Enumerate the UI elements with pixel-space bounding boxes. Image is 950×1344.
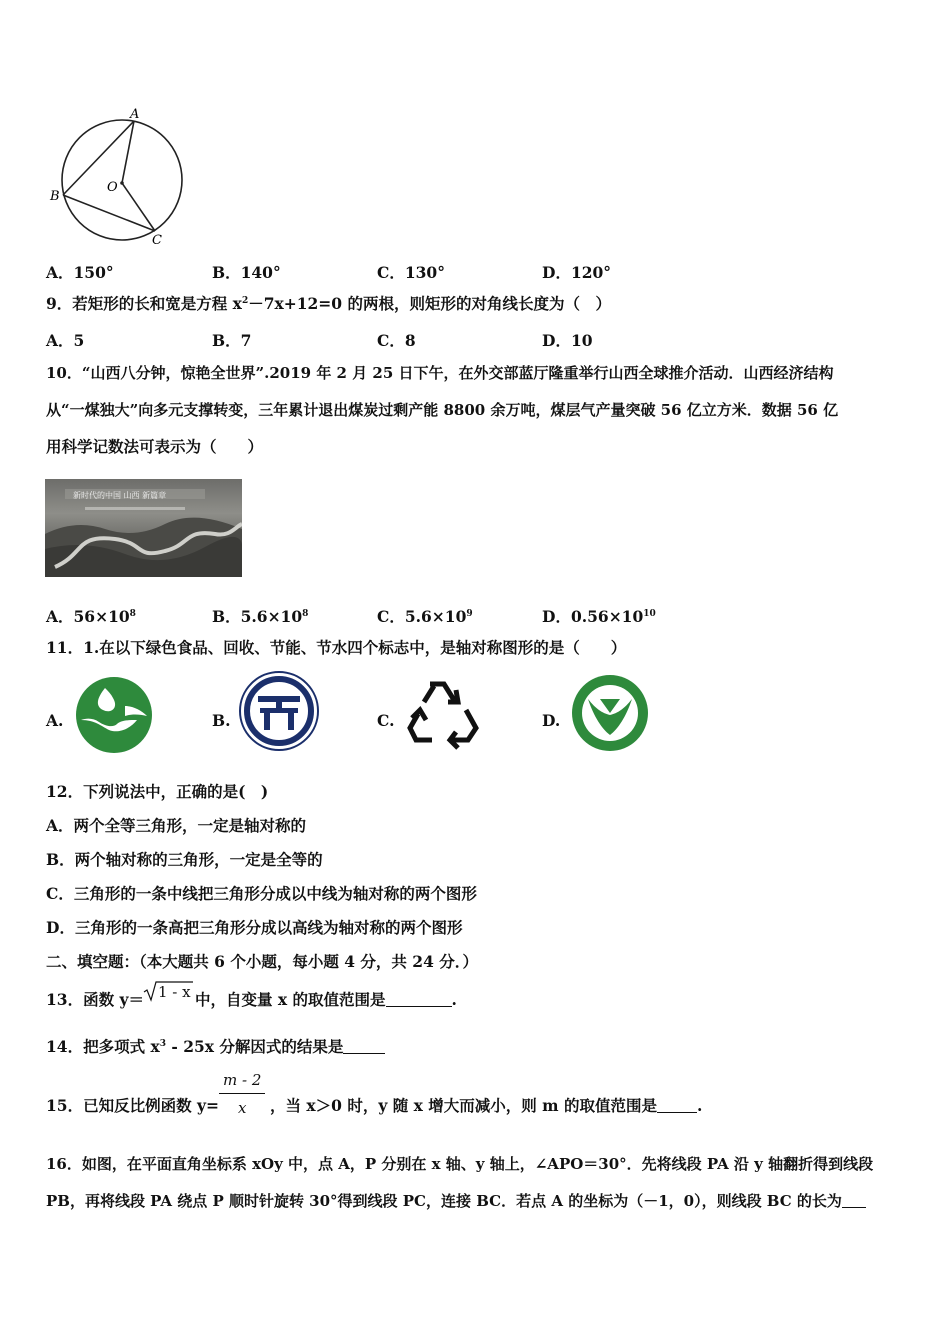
q8-option-a[interactable]: A．150° bbox=[46, 263, 114, 282]
q10-option-c[interactable] bbox=[377, 605, 473, 627]
q16-line-2-text: PB，再将线段 PA 绕点 P 顺时针旋转 30°得到线段 PC，连接 BC．若点 A 的坐标为（－1，0），则线段 BC 的长为 bbox=[46, 1192, 842, 1210]
q15-after bbox=[270, 1095, 702, 1117]
q11-label-c: C. bbox=[377, 711, 395, 730]
q11-label-d: D. bbox=[542, 711, 561, 730]
q13-before: 13．函数 y＝ bbox=[46, 990, 144, 1009]
q10-option-b[interactable] bbox=[212, 605, 308, 627]
q14-after: - 25x 分解因式的结果是 bbox=[165, 1037, 344, 1056]
q10-option-d-exp: 10 bbox=[643, 609, 656, 619]
q16-line-1: 16．如图，在平面直角坐标系 xOy 中，点 A，P 分别在 x 轴、y 轴上，∠APO＝30°．先将线段 PA 沿 y 轴翻折得到线段 bbox=[46, 1155, 874, 1173]
q8-option-c[interactable]: C．130° bbox=[377, 263, 445, 282]
q13-after-text: 中，自变量 x 的取值范围是 bbox=[195, 990, 386, 1009]
q14-before: 14．把多项式 x bbox=[46, 1037, 160, 1056]
q10-option-a-exp: 8 bbox=[129, 609, 136, 619]
q10-option-a-label: A．56×10 bbox=[46, 607, 130, 626]
q9-text-after: －7x+12=0 的两根，则矩形的对角线长度为（ ） bbox=[248, 294, 611, 313]
q8-option-d[interactable]: D．120° bbox=[542, 263, 612, 282]
q12-option-a[interactable]: A．两个全等三角形，一定是轴对称的 bbox=[46, 816, 307, 835]
q10-option-d[interactable] bbox=[542, 605, 656, 627]
q12-stem: 12．下列说法中，正确的是( ) bbox=[46, 782, 269, 801]
q10-photo-caption: 新时代的中国 山西 新篇章 bbox=[73, 491, 167, 500]
label-a: A bbox=[130, 107, 140, 122]
recycle-icon[interactable] bbox=[404, 676, 484, 752]
q9-text-before: 9．若矩形的长和宽是方程 x bbox=[46, 294, 242, 313]
q10-line-3: 用科学记数法可表示为（ ） bbox=[46, 437, 264, 456]
section-2-heading: 二、填空题：（本大题共 6 个小题，每小题 4 分，共 24 分．） bbox=[46, 952, 479, 971]
segment-ao bbox=[122, 121, 134, 183]
q9-option-b[interactable]: B．7 bbox=[212, 331, 252, 350]
energy-saving-icon[interactable] bbox=[238, 670, 320, 752]
q9-option-c[interactable]: C．8 bbox=[377, 331, 416, 350]
segment-bc bbox=[63, 195, 155, 231]
q11-stem: 11．1.在以下绿色食品、回收、节能、节水四个标志中，是轴对称图形的是（ ） bbox=[46, 638, 627, 657]
q12-option-d[interactable]: D．三角形的一条高把三角形分成以高线为轴对称的两个图形 bbox=[46, 918, 463, 937]
q12-option-b[interactable]: B．两个轴对称的三角形，一定是全等的 bbox=[46, 850, 323, 869]
q16-line-2 bbox=[46, 1190, 866, 1212]
q13-radicand: 1 - x bbox=[158, 983, 191, 1001]
q10-line-1: 10．“山西八分钟，惊艳全世界”.2019 年 2 月 25 日下午，在外交部蓝厅隆重举行山西全球推介活动．山西经济结构 bbox=[46, 364, 834, 382]
label-o: O bbox=[107, 180, 118, 195]
water-saving-icon[interactable] bbox=[570, 673, 650, 753]
label-b: B bbox=[50, 189, 60, 204]
q15-fraction-numerator: m - 2 bbox=[223, 1071, 262, 1089]
q14-stem bbox=[46, 1036, 385, 1058]
q11-label-b: B. bbox=[212, 711, 231, 730]
q9-stem bbox=[46, 293, 611, 315]
q9-option-d[interactable]: D．10 bbox=[542, 331, 593, 350]
q13-answer-blank[interactable] bbox=[386, 992, 452, 1007]
q10-option-a[interactable] bbox=[46, 605, 136, 627]
q15-fraction-bar bbox=[219, 1093, 265, 1094]
q14-answer-blank[interactable] bbox=[343, 1039, 385, 1054]
q11-label-a: A. bbox=[46, 711, 64, 730]
center-dot bbox=[120, 181, 124, 185]
q10-line-2: 从“一煤独大”向多元支撑转变，三年累计退出煤炭过剩产能 8800 余万吨，煤层气产量突破 56 亿立方米．数据 56 亿 bbox=[46, 401, 839, 419]
q10-option-c-label: C．5.6×10 bbox=[377, 607, 467, 626]
circle-figure bbox=[45, 105, 190, 250]
q10-option-c-exp: 9 bbox=[466, 609, 473, 619]
q15-after-text: ，当 x＞0 时，y 随 x 增大而减小，则 m 的取值范围是 bbox=[270, 1096, 657, 1115]
label-c: C bbox=[152, 233, 162, 248]
q10-option-b-exp: 8 bbox=[302, 609, 309, 619]
green-food-icon[interactable] bbox=[75, 676, 153, 754]
q10-photo bbox=[45, 479, 242, 577]
q10-option-d-label: D．0.56×10 bbox=[542, 607, 644, 626]
q15-fraction-denominator: x bbox=[238, 1099, 247, 1117]
q10-option-b-label: B．5.6×10 bbox=[212, 607, 303, 626]
q13-after bbox=[195, 989, 457, 1011]
q12-option-c[interactable]: C．三角形的一条中线把三角形分成以中线为轴对称的两个图形 bbox=[46, 884, 477, 903]
q15-before: 15．已知反比例函数 y= bbox=[46, 1096, 219, 1115]
q16-answer-blank[interactable] bbox=[842, 1193, 866, 1208]
q13-end: . bbox=[451, 990, 457, 1009]
q14-exponent: 3 bbox=[159, 1039, 166, 1049]
q9-option-a[interactable]: A．5 bbox=[46, 331, 85, 350]
q8-option-b[interactable]: B．140° bbox=[212, 263, 281, 282]
q15-end: . bbox=[696, 1096, 703, 1115]
q15-answer-blank[interactable] bbox=[657, 1098, 697, 1113]
q9-exponent: 2 bbox=[241, 296, 249, 306]
